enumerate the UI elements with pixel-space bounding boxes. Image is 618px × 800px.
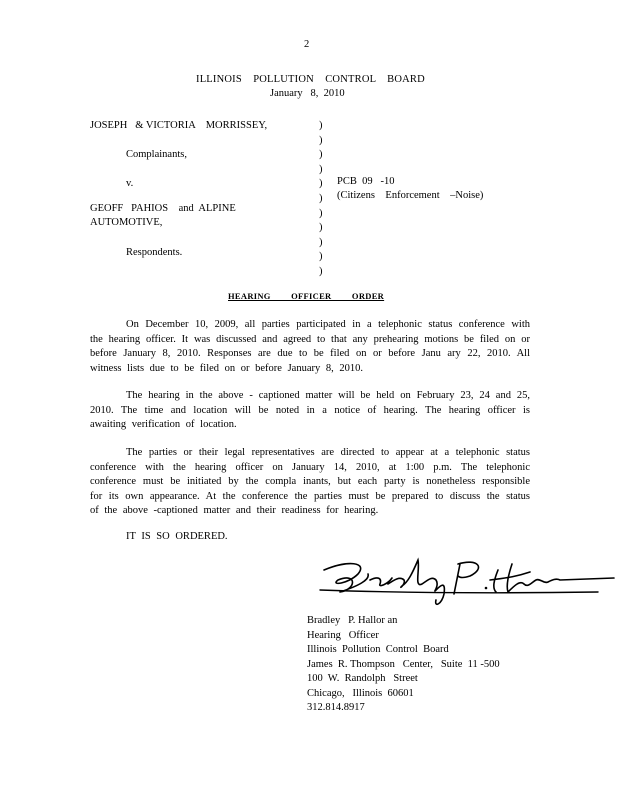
paren: )	[319, 178, 323, 190]
signer-title: Hearing Officer	[307, 630, 379, 641]
signer-building: James R. Thompson Center, Suite 11 -500	[307, 659, 500, 670]
paragraph-hearing-dates: The hearing in the above - captioned matter will be held on February 23, 24 and 25, 2010. The time and location will be noted in a notice of hearing. The hearing officer is awaiting verification of location.	[90, 390, 530, 431]
paren: )	[319, 251, 323, 263]
order-date: January 8, 2010	[270, 88, 345, 99]
paren: )	[319, 207, 323, 219]
caption-parentheses	[319, 119, 323, 280]
signer-city: Chicago, Illinois 60601	[307, 688, 414, 699]
case-number: PCB 09 -10	[337, 176, 395, 187]
so-ordered: IT IS SO ORDERED.	[126, 531, 228, 542]
respondents-label: Respondents.	[126, 247, 183, 258]
paren: )	[319, 236, 323, 248]
case-type: (Citizens Enforcement –Noise)	[337, 190, 484, 201]
paren: )	[319, 163, 323, 175]
paren: )	[319, 222, 323, 234]
paren: )	[319, 120, 323, 131]
page-number: 2	[304, 39, 310, 50]
paren: )	[319, 192, 323, 204]
respondent-name-line2: AUTOMOTIVE,	[90, 217, 163, 228]
paragraph-status-conference: On December 10, 2009, all parties participated in a telephonic status conference with the hearing officer. It was discussed and agreed to that any prehearing motions be filed on or before January 8, 2010. Responses are due to be filed on or before Janu ary 22, 2010. All witness lists due to be filed on or before January 8, 2010.	[90, 319, 530, 374]
signer-name: Bradley P. Hallor an	[307, 615, 398, 626]
paren: )	[319, 149, 323, 161]
complainants-label: Complainants,	[126, 149, 187, 160]
paragraph-telephonic-conference: The parties or their legal representatives are directed to appear at a telephonic status conference with the hearing officer on January 14, 2010, at 1:00 p.m. The telephonic conference must be initiated by the compla inants, but each party is nonetheless responsible for its own appearance. At the conference the parties must be prepared to discuss the status of the above -captioned matter and their readiness for hearing.	[90, 447, 530, 517]
signer-agency: Illinois Pollution Control Board	[307, 644, 449, 655]
respondent-name-line1: GEOFF PAHIOS and ALPINE	[90, 203, 236, 214]
paren: )	[319, 265, 323, 277]
signer-phone: 312.814.8917	[307, 702, 365, 713]
board-name: ILLINOIS POLLUTION CONTROL BOARD	[196, 74, 425, 85]
complainant-name: JOSEPH & VICTORIA MORRISSEY,	[90, 120, 268, 131]
signature-image	[318, 550, 618, 610]
signer-street: 100 W. Randolph Street	[307, 673, 418, 684]
versus-label: v.	[126, 178, 134, 189]
order-title: HEARING OFFICER ORDER	[228, 291, 385, 301]
paren: )	[319, 134, 323, 146]
